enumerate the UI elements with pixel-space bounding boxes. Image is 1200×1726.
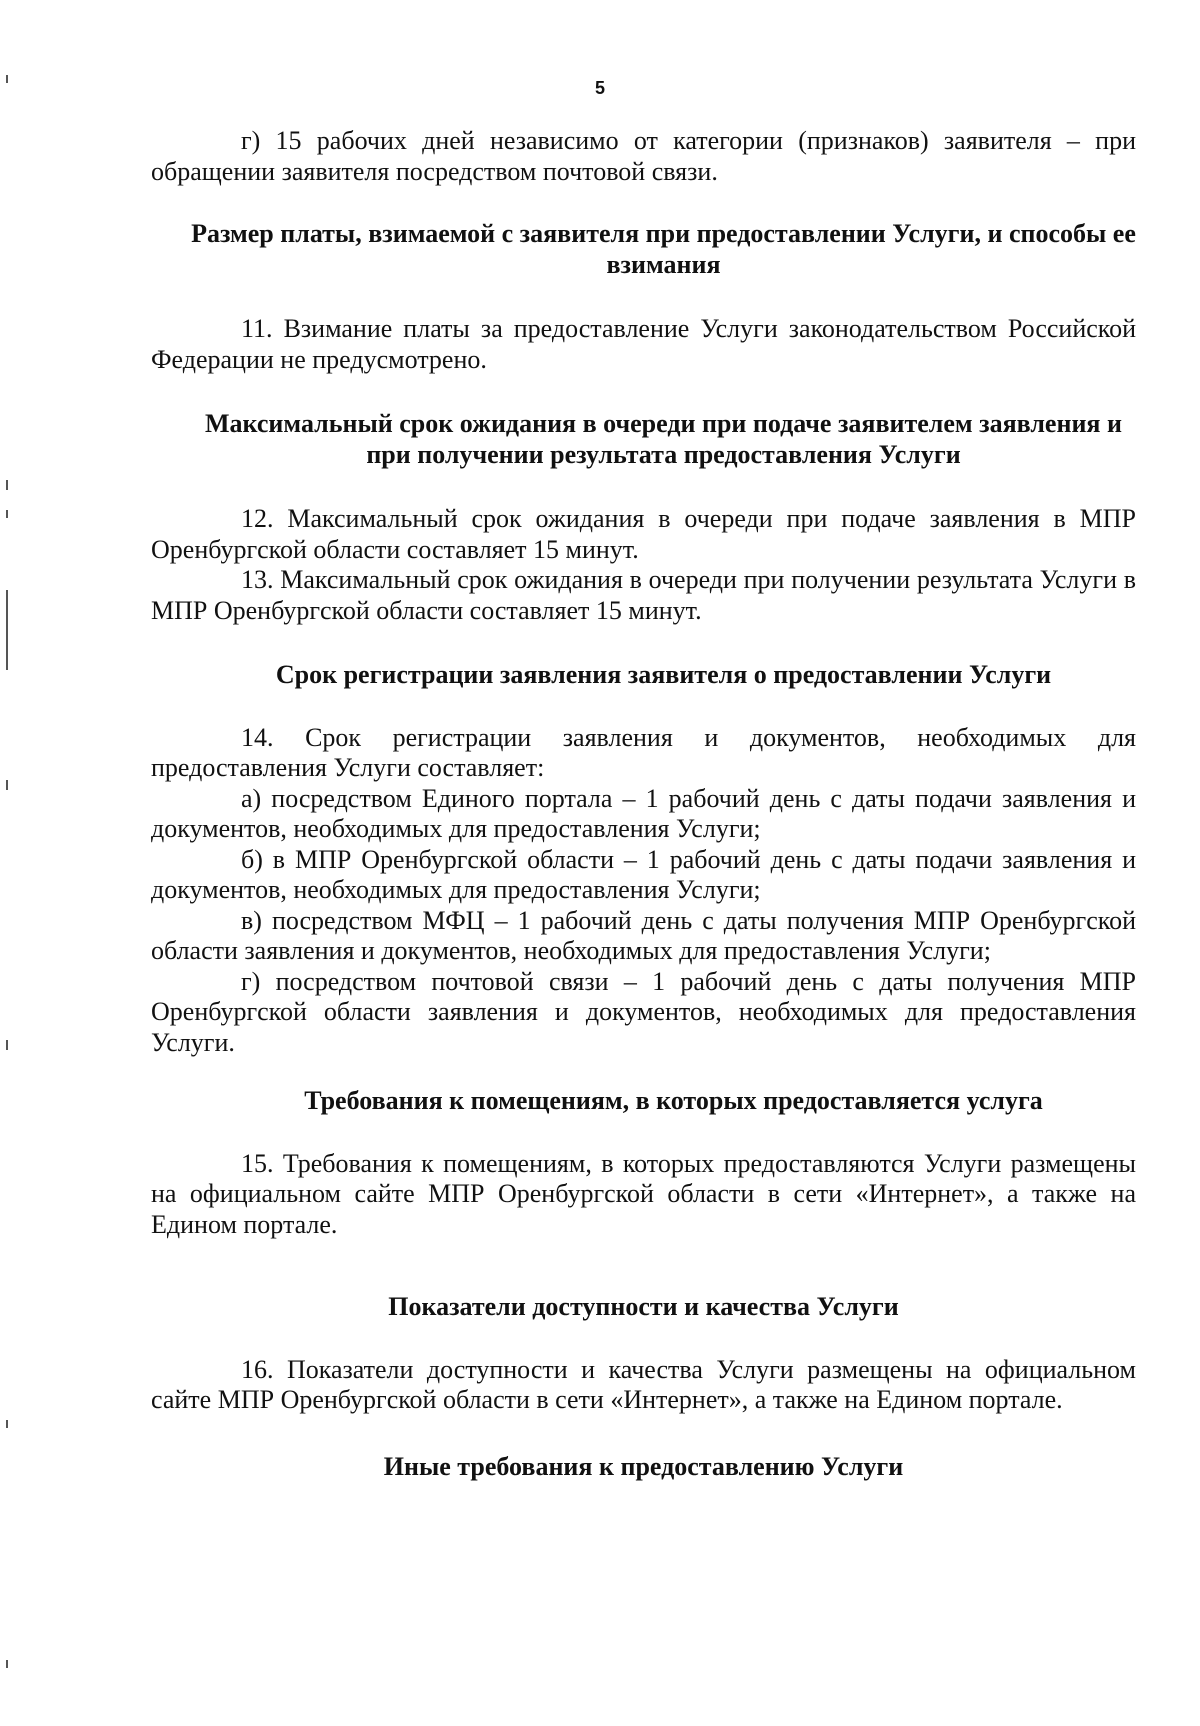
scan-margin-marks	[0, 0, 12, 1726]
scan-mark	[6, 1420, 8, 1428]
heading-fee: Размер платы, взимаемой с заявителя при предоставлении Услуги, и способы ее взимания	[191, 219, 1136, 279]
scan-mark	[6, 480, 8, 490]
page-number: 5	[594, 78, 605, 98]
paragraph-11: 11. Взимание платы за предоставление Услуги законодательством Российской Федерации не предусмотрено.	[151, 314, 1136, 374]
paragraph-16: 16. Показатели доступности и качества Услуги размещены на официальном сайте МПР Оренбургской области в сети «Интернет», а также на Едином портале.	[151, 1354, 1136, 1414]
paragraph-13: 13. Максимальный срок ожидания в очереди при получении результата Услуги в МПР Оренбургской области составляет 15 минут.	[151, 565, 1136, 625]
scan-mark	[6, 1660, 8, 1668]
heading-registration: Срок регистрации заявления заявителя о предоставлении Услуги	[275, 660, 1052, 689]
heading-queue: Максимальный срок ожидания в очереди при подаче заявителем заявления и при получении результата предоставления Услуги	[205, 409, 1122, 469]
paragraph-14b: б) в МПР Оренбургской области – 1 рабочий день с даты подачи заявления и документов, необходимых для предоставления Услуги;	[151, 844, 1136, 904]
paragraph-12: 12. Максимальный срок ожидания в очереди при подаче заявления в МПР Оренбургской области составляет 15 минут.	[151, 504, 1136, 564]
scan-mark	[6, 590, 8, 670]
paragraph-15: 15. Требования к помещениям, в которых предоставляются Услуги размещены на официальном сайте МПР Оренбургской области в сети «Интернет», а также на Едином портале.	[151, 1148, 1136, 1239]
scan-mark	[6, 780, 8, 790]
paragraph-14g: г) посредством почтовой связи – 1 рабочий день с даты получения МПР Оренбургской области заявления и документов, необходимых для предоставления Услуги.	[151, 966, 1136, 1057]
paragraph-14: 14. Срок регистрации заявления и документов, необходимых для предоставления Услуги составляет:	[151, 722, 1136, 782]
paragraph-10g: г) 15 рабочих дней независимо от категории (признаков) заявителя – при обращении заявителя посредством почтовой связи.	[151, 126, 1136, 186]
document-body	[151, 126, 1136, 1482]
heading-quality: Показатели доступности и качества Услуги	[388, 1292, 899, 1321]
scan-mark	[6, 1040, 8, 1050]
paragraph-14v: в) посредством МФЦ – 1 рабочий день с даты получения МПР Оренбургской области заявления и документов, необходимых для предоставления Услуги;	[151, 905, 1136, 965]
paragraph-14a: а) посредством Единого портала – 1 рабочий день с даты подачи заявления и документов, необходимых для предоставления Услуги;	[151, 783, 1136, 843]
scan-mark	[6, 510, 8, 518]
heading-other-requirements: Иные требования к предоставлению Услуги	[383, 1451, 904, 1481]
heading-premises: Требования к помещениям, в которых предоставляется услуга	[304, 1086, 1043, 1115]
